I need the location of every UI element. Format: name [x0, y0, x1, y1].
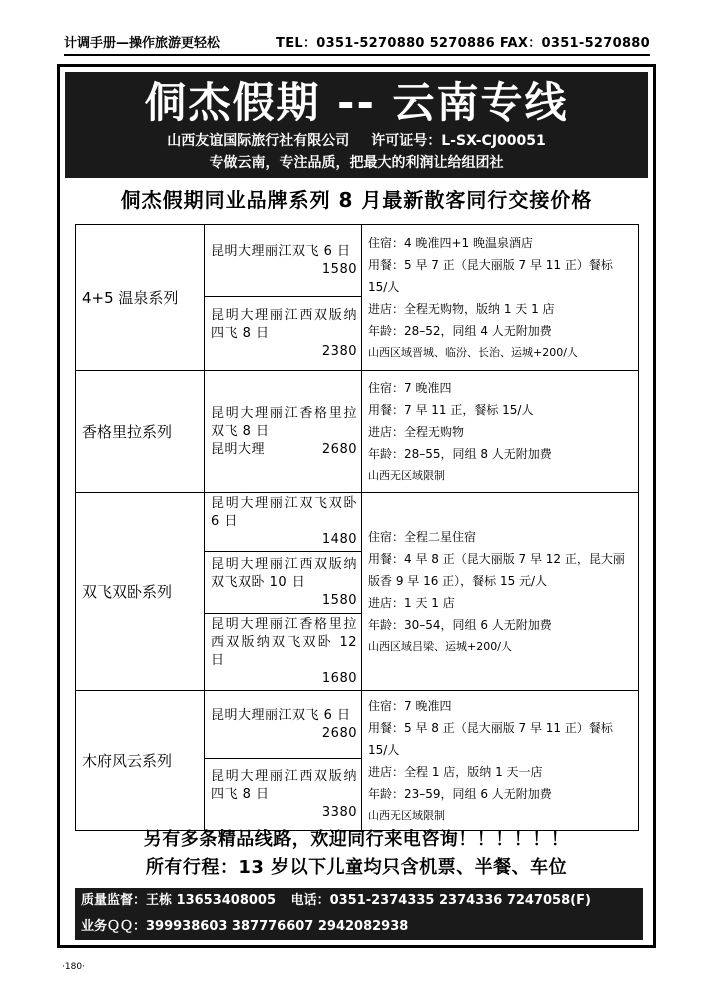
- header-banner: [65, 72, 648, 178]
- route-sub: 昆明大理: [211, 441, 266, 457]
- route-cell: [205, 225, 362, 297]
- detail-line: 年龄：23–59，同组 6 人无附加费: [368, 786, 552, 801]
- footer-contact-bar: [75, 888, 643, 940]
- route-price: 3380: [321, 804, 357, 820]
- detail-line: 年龄：30–54，同组 6 人无附加费: [368, 617, 552, 632]
- route-price: 2680: [321, 441, 357, 457]
- license-number: 许可证号：L-SX-CJ00051: [371, 133, 546, 149]
- top-info-line: [64, 34, 650, 56]
- route-price: 1480: [321, 532, 357, 547]
- route-desc: 昆明大理丽江香格里拉西双版纳双飞双卧 12 日: [211, 617, 357, 668]
- detail-line: 山西区域晋城、临汾、长治、运城+200/人: [368, 345, 578, 359]
- table-row: [76, 225, 639, 297]
- route-cell: [205, 552, 362, 614]
- route-price: 1680: [321, 671, 357, 686]
- page-number: ·180·: [62, 962, 85, 972]
- contact-numbers: TEL：0351-5270880 5270886 FAX：0351-5270880: [276, 36, 650, 51]
- details-cell: [362, 371, 639, 493]
- detail-line: 年龄：28–55，同组 8 人无附加费: [368, 446, 552, 461]
- details-cell: [362, 225, 639, 371]
- detail-line: 用餐：5 早 8 正（昆大丽版 7 早 11 正）餐标 15/人: [368, 720, 613, 757]
- table-row: [76, 493, 639, 552]
- detail-line: 山西区域吕梁、运城+200/人: [368, 639, 512, 653]
- detail-line: 进店：全程无购物，版纳 1 天 1 店: [368, 301, 555, 316]
- route-cell: [205, 614, 362, 691]
- route-price: 1580: [321, 261, 357, 277]
- promo-children-policy: 所有行程：13 岁以下儿童均只含机票、半餐、车位: [145, 857, 568, 878]
- quality-supervisor: 质量监督：王栋 13653408005: [81, 893, 277, 908]
- detail-line: 住宿：全程二星住宿: [368, 529, 477, 544]
- price-table: [75, 224, 639, 831]
- route-desc: 昆明大理丽江双飞 6 日: [211, 243, 351, 259]
- detail-line: 进店：全程 1 店，版纳 1 天一店: [368, 764, 543, 779]
- manual-slogan: 计调手册—操作旅游更轻松: [64, 36, 221, 51]
- route-desc: 昆明大理丽江西双版纳四飞 8 日: [211, 307, 357, 341]
- footer-row: [75, 914, 643, 940]
- company-slogan: 专做云南，专注品质，把最大的利润让给组团社: [209, 155, 504, 171]
- details-cell: [362, 691, 639, 831]
- series-name: 双飞双卧系列: [76, 493, 205, 691]
- series-name: 香格里拉系列: [76, 371, 205, 493]
- business-qq: 业务ＱＱ：399938603 387776607 2942082938: [81, 919, 409, 934]
- route-cell: [205, 371, 362, 493]
- detail-line: 年龄：28–52，同组 4 人无附加费: [368, 323, 552, 338]
- table-row: [76, 371, 639, 493]
- office-phone: 电话：0351-2374335 2374336 7247058(F): [290, 893, 591, 908]
- detail-line: 住宿：7 晚准四: [368, 698, 452, 713]
- route-desc: 昆明大理丽江香格里拉双飞 8 日: [211, 405, 357, 439]
- detail-line: 住宿：4 晚准四+1 晚温泉酒店: [368, 235, 533, 250]
- route-desc: 昆明大理丽江西双版纳双飞双卧 10 日: [211, 556, 357, 590]
- price-list-subtitle: 侗杰假期同业品牌系列 8 月最新散客同行交接价格: [120, 188, 593, 212]
- detail-line: 住宿：7 晚准四: [368, 380, 452, 395]
- route-desc: 昆明大理丽江双飞双卧 6 日: [211, 496, 357, 529]
- company-name: 山西友谊国际旅行社有限公司: [167, 133, 350, 149]
- route-desc: 昆明大理丽江双飞 6 日: [211, 707, 351, 723]
- detail-line: 用餐：7 早 11 正，餐标 15/人: [368, 402, 534, 417]
- detail-line: 进店：全程无购物: [368, 424, 465, 439]
- detail-line: 山西无区域限制: [368, 468, 445, 482]
- route-cell: [205, 493, 362, 552]
- route-price: 1580: [321, 592, 357, 608]
- route-price: 2380: [321, 343, 357, 359]
- route-desc: 昆明大理丽江西双版纳四飞 8 日: [211, 768, 357, 802]
- company-line: [65, 130, 648, 152]
- route-price: 2680: [321, 725, 357, 741]
- page-title: 侗杰假期 -- 云南专线: [144, 78, 569, 127]
- detail-line: 用餐：4 早 8 正（昆大丽版 7 早 12 正，昆大丽版香 9 早 16 正），餐标 15 元/人: [368, 551, 625, 588]
- detail-line: 进店：1 天 1 店: [368, 595, 455, 610]
- detail-line: 用餐：5 早 7 正（昆大丽版 7 早 11 正）餐标 15/人: [368, 257, 613, 294]
- detail-line: 山西无区域限制: [368, 808, 445, 822]
- series-name: 木府风云系列: [76, 691, 205, 831]
- route-cell: [205, 297, 362, 371]
- route-cell: [205, 759, 362, 831]
- footer-row: [75, 888, 643, 914]
- details-cell: [362, 493, 639, 691]
- series-name: 4+5 温泉系列: [76, 225, 205, 371]
- promo-more-routes: 另有多条精品线路，欢迎同行来电咨询！！！！！！: [143, 829, 570, 850]
- table-row: [76, 691, 639, 759]
- route-cell: [205, 691, 362, 759]
